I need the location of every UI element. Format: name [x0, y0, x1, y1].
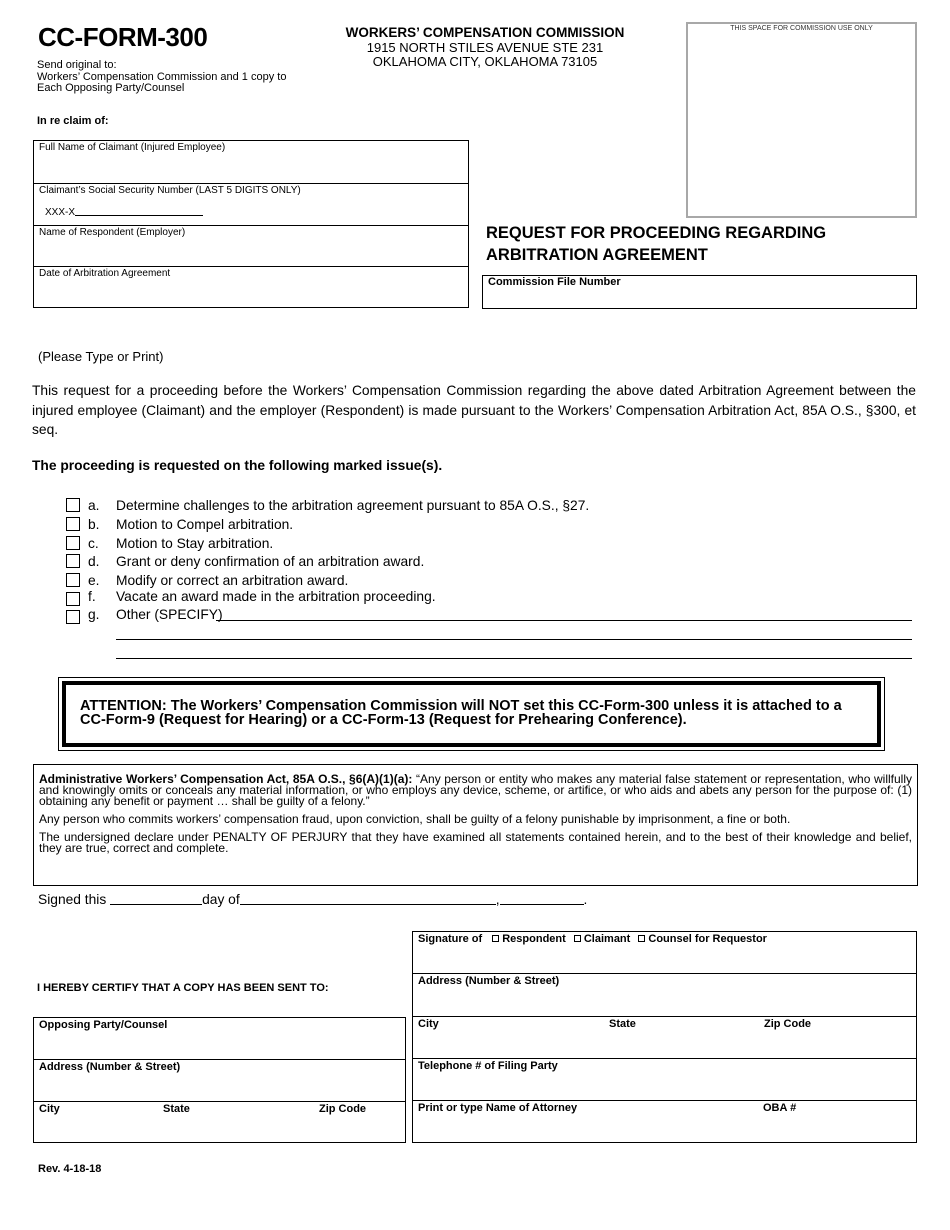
attention-text: ATTENTION: The Workers’ Compensation Commission will NOT set this CC-Form-300 unless it is attached to a CC-Form-9 (Request for Hearing) or a CC-Form-13 (Request for Prehearing Conference).: [62, 681, 881, 747]
ssn-blank[interactable]: [75, 206, 203, 216]
address-line-1: 1915 NORTH STILES AVENUE STE 231: [366, 39, 604, 55]
commission-use-only-label: THIS SPACE FOR COMMISSION USE ONLY: [730, 25, 873, 32]
checkbox-icon[interactable]: [66, 536, 80, 550]
send-to-instructions: [37, 60, 337, 95]
statute-citation: Administrative Workers’ Compensation Act, 85A O.S., §6(A)(1)(a):: [39, 772, 413, 786]
day-of-label: day of: [202, 892, 240, 907]
checkbox-icon[interactable]: [66, 610, 80, 624]
attorney-name-field[interactable]: [413, 1101, 916, 1142]
request-title-line-2: ARBITRATION AGREEMENT: [486, 246, 708, 264]
issue-text: Grant or deny confirmation of an arbitration award.: [116, 553, 425, 569]
issue-item[interactable]: [66, 515, 293, 533]
issue-text: Vacate an award made in the arbitration proceeding.: [116, 588, 436, 604]
ssn-field[interactable]: [34, 184, 468, 226]
fraud-statute-paragraph: [39, 774, 912, 807]
issue-item[interactable]: [66, 496, 589, 514]
checkbox-icon[interactable]: [66, 498, 80, 512]
telephone-label: Telephone # of Filing Party: [418, 1060, 558, 1072]
fraud-notice: [33, 764, 918, 886]
issue-letter: a.: [88, 497, 100, 513]
issue-item[interactable]: [66, 534, 273, 552]
send-to-line: Workers’ Compensation Commission and 1 copy to: [37, 70, 287, 83]
intro-paragraph: This request for a proceeding before the Workers’ Compensation Commission regarding the above dated Arbitration Agreement between the injured employee (Claimant) and the employer (Respondent) is made pursuant to the Workers’ Compensation Arbitration Act, 85A O.S., §300, et seq.: [32, 383, 916, 437]
opposing-party-box: [33, 1017, 406, 1143]
filer-address-label: Address (Number & Street): [418, 975, 560, 987]
opposing-address-label: Address (Number & Street): [39, 1061, 181, 1073]
other-specify-line[interactable]: [216, 620, 912, 621]
signed-day-blank[interactable]: [110, 892, 202, 905]
issue-letter: f.: [88, 588, 96, 604]
city-label: City: [418, 1018, 439, 1030]
address-line-2: OKLAHOMA CITY, OKLAHOMA 73105: [372, 54, 598, 69]
checkbox-icon[interactable]: [574, 935, 581, 942]
ssn-prefix: XXX-X: [45, 207, 76, 218]
send-to-line: Send original to:: [37, 59, 117, 71]
state-label: State: [163, 1103, 190, 1115]
in-re-label: In re claim of:: [37, 115, 109, 127]
issue-letter: e.: [88, 572, 100, 588]
city-label: City: [39, 1103, 60, 1115]
claimant-name-label: Full Name of Claimant (Injured Employee): [39, 142, 226, 153]
attention-box: [58, 677, 885, 751]
signed-this-label: Signed this: [38, 892, 107, 907]
signed-date-line: [38, 892, 587, 907]
oba-label: OBA #: [763, 1102, 797, 1114]
issue-letter: d.: [88, 553, 100, 569]
opposing-city-state-zip-field[interactable]: [34, 1102, 405, 1142]
claimant-option: Claimant: [583, 933, 631, 945]
counsel-option: Counsel for Requestor: [648, 933, 767, 945]
type-or-print-note: (Please Type or Print): [38, 349, 164, 364]
arbitration-date-field[interactable]: [34, 267, 468, 307]
ssn-entry[interactable]: [45, 206, 203, 218]
certify-copy-sent: I HEREBY CERTIFY THAT A COPY HAS BEEN SENT TO:: [37, 982, 329, 994]
date-period: .: [583, 892, 588, 907]
filer-city-state-zip-field[interactable]: [413, 1017, 916, 1059]
request-title-line-1: REQUEST FOR PROCEEDING REGARDING: [486, 224, 827, 242]
commission-file-number-field[interactable]: [482, 275, 917, 309]
other-specify-line[interactable]: [116, 639, 912, 640]
telephone-field[interactable]: [413, 1059, 916, 1101]
statute-quote: “Any person or entity who makes any material false statement or representation, who willfully and knowingly omits or conceals any material information, or who employs any device, scheme, or artifice, or who aids and abets any person for the purpose of: (1) obtaining any benefit or payment … shall be guilty of a felony.”: [39, 772, 913, 808]
issues-heading: The proceeding is requested on the following marked issue(s).: [32, 458, 443, 473]
filer-address-field[interactable]: [413, 974, 916, 1017]
claim-info-box: [33, 140, 469, 308]
opposing-address-field[interactable]: [34, 1060, 405, 1102]
issue-text: Motion to Compel arbitration.: [116, 516, 294, 532]
opposing-party-label: Opposing Party/Counsel: [39, 1019, 168, 1031]
issue-letter: g.: [88, 606, 100, 622]
issue-letter: b.: [88, 516, 100, 532]
checkbox-icon[interactable]: [492, 935, 499, 942]
form-id: CC-FORM-300: [38, 22, 208, 52]
zip-label: Zip Code: [319, 1103, 367, 1115]
ssn-label: Claimant’s Social Security Number (LAST 5 DIGITS ONLY): [39, 185, 301, 196]
issue-item[interactable]: [66, 605, 223, 623]
request-title: [486, 222, 906, 266]
issue-text: Motion to Stay arbitration.: [116, 535, 274, 551]
checkbox-icon[interactable]: [66, 592, 80, 606]
commission-use-only-box: [686, 22, 917, 218]
arbitration-date-label: Date of Arbitration Agreement: [39, 268, 171, 279]
commission-name: WORKERS’ COMPENSATION COMMISSION: [345, 25, 625, 40]
perjury-declaration: The undersigned declare under PENALTY OF PERJURY that they have examined all statements contained herein, and to the best of their knowledge and belief, they are true, correct and complete.: [39, 830, 912, 855]
issue-item[interactable]: [66, 552, 424, 570]
fraud-penalty: Any person who commits workers’ compensation fraud, upon conviction, shall be guilty of a felony punishable by imprisonment, a fine or both.: [39, 812, 791, 826]
file-number-label: Commission File Number: [488, 276, 621, 288]
signed-month-blank[interactable]: [240, 892, 496, 905]
opposing-party-field[interactable]: [34, 1018, 405, 1060]
date-comma: ,: [495, 892, 500, 907]
claimant-name-field[interactable]: [34, 141, 468, 184]
zip-label: Zip Code: [764, 1018, 812, 1030]
issue-letter: c.: [88, 535, 99, 551]
checkbox-icon[interactable]: [66, 573, 80, 587]
signature-field[interactable]: [413, 932, 916, 974]
state-label: State: [609, 1018, 636, 1030]
send-to-line: Each Opposing Party/Counsel: [37, 82, 185, 94]
filer-signature-box: [412, 931, 917, 1143]
respondent-field[interactable]: [34, 226, 468, 267]
checkbox-icon[interactable]: [66, 554, 80, 568]
other-specify-line[interactable]: [116, 658, 912, 659]
attorney-name-label: Print or type Name of Attorney: [418, 1102, 578, 1114]
issue-text: Other (SPECIFY): [116, 606, 223, 622]
issue-item[interactable]: [66, 587, 436, 605]
issue-text: Modify or correct an arbitration award.: [116, 572, 349, 588]
commission-address: [330, 26, 640, 70]
signature-of-label: [413, 932, 916, 946]
checkbox-icon[interactable]: [638, 935, 645, 942]
signed-year-blank[interactable]: [500, 892, 584, 905]
revision-date: Rev. 4-18-18: [38, 1163, 102, 1175]
signature-of-text: Signature of: [418, 933, 483, 945]
checkbox-icon[interactable]: [66, 517, 80, 531]
respondent-label: Name of Respondent (Employer): [39, 227, 186, 238]
issue-text: Determine challenges to the arbitration agreement pursuant to 85A O.S., §27.: [116, 497, 590, 513]
respondent-option: Respondent: [502, 933, 566, 945]
